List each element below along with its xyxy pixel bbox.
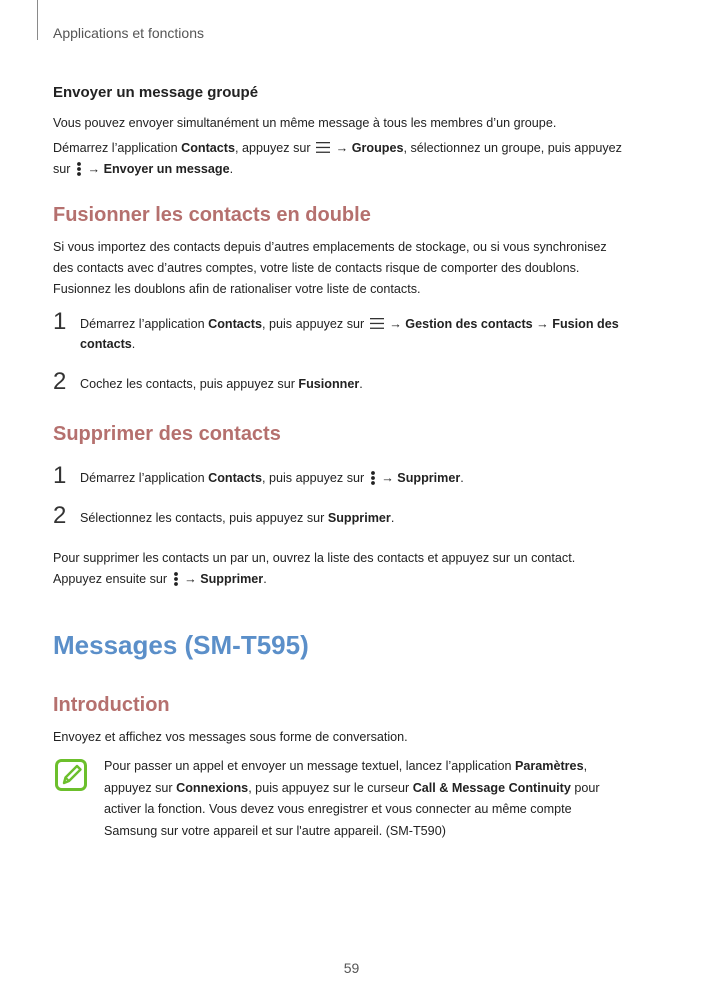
menu-icon [370, 318, 384, 329]
more-options-icon [173, 572, 179, 586]
step-number: 1 [53, 308, 67, 335]
note-pencil-icon [55, 759, 87, 791]
section-title-delete: Supprimer des contacts [53, 423, 281, 445]
section-title-merge: Fusionner les contacts en double [53, 204, 371, 226]
step-number: 2 [53, 502, 67, 529]
section-title-group-message: Envoyer un message groupé [53, 84, 259, 101]
messages-note-text: Pour passer un appel et envoyer un message textuel, lancez l’application Paramètres, appuyez sur Connexions, puis appuyez sur le curseur Call & Message Continuity pour activer la fonction. Vous devez vous enregistrer et vous connecter au même compte Samsung sur votre appareil et sur l'autre appareil. (SM-T590) [104, 759, 600, 838]
messages-intro-text: Envoyez et affichez vos messages sous forme de conversation. [53, 730, 408, 744]
menu-icon [316, 142, 330, 153]
page-number: 59 [343, 960, 360, 976]
running-header: Applications et fonctions [53, 25, 204, 41]
group-message-intro: Vous pouvez envoyer simultanément un même message à tous les membres d’un groupe. [53, 116, 557, 130]
step-number: 2 [53, 368, 67, 395]
step-text: Démarrez l’application Contacts, puis appuyez sur → Gestion des contacts → Fusion des contacts. [80, 317, 619, 351]
delete-note: Pour supprimer les contacts un par un, ouvrez la liste des contacts et appuyez sur un contact. Appuyez ensuite sur → Supprimer. [53, 551, 576, 586]
step-number: 1 [53, 462, 67, 489]
corner-marker-line [37, 0, 38, 40]
section-title-introduction: Introduction [53, 694, 170, 716]
step-text: Sélectionnez les contacts, puis appuyez sur Supprimer. [80, 511, 395, 525]
step-text: Démarrez l’application Contacts, puis appuyez sur → Supprimer. [80, 471, 464, 485]
merge-intro: Si vous importez des contacts depuis d’autres emplacements de stockage, ou si vous synchronisez des contacts avec d’autres comptes, votre liste de contacts risque de comporter des doublons. Fusionnez les doublons afin de rationaliser votre liste de contacts. [53, 240, 607, 296]
more-options-icon [370, 471, 376, 485]
chapter-title-messages: Messages (SM-T595) [53, 630, 309, 660]
more-options-icon [76, 162, 82, 176]
step-text: Cochez les contacts, puis appuyez sur Fusionner. [80, 377, 363, 391]
group-message-instructions: Démarrez l’application Contacts, appuyez sur → Groupes, sélectionnez un groupe, puis appuyez sur → Envoyer un message. [53, 141, 622, 176]
